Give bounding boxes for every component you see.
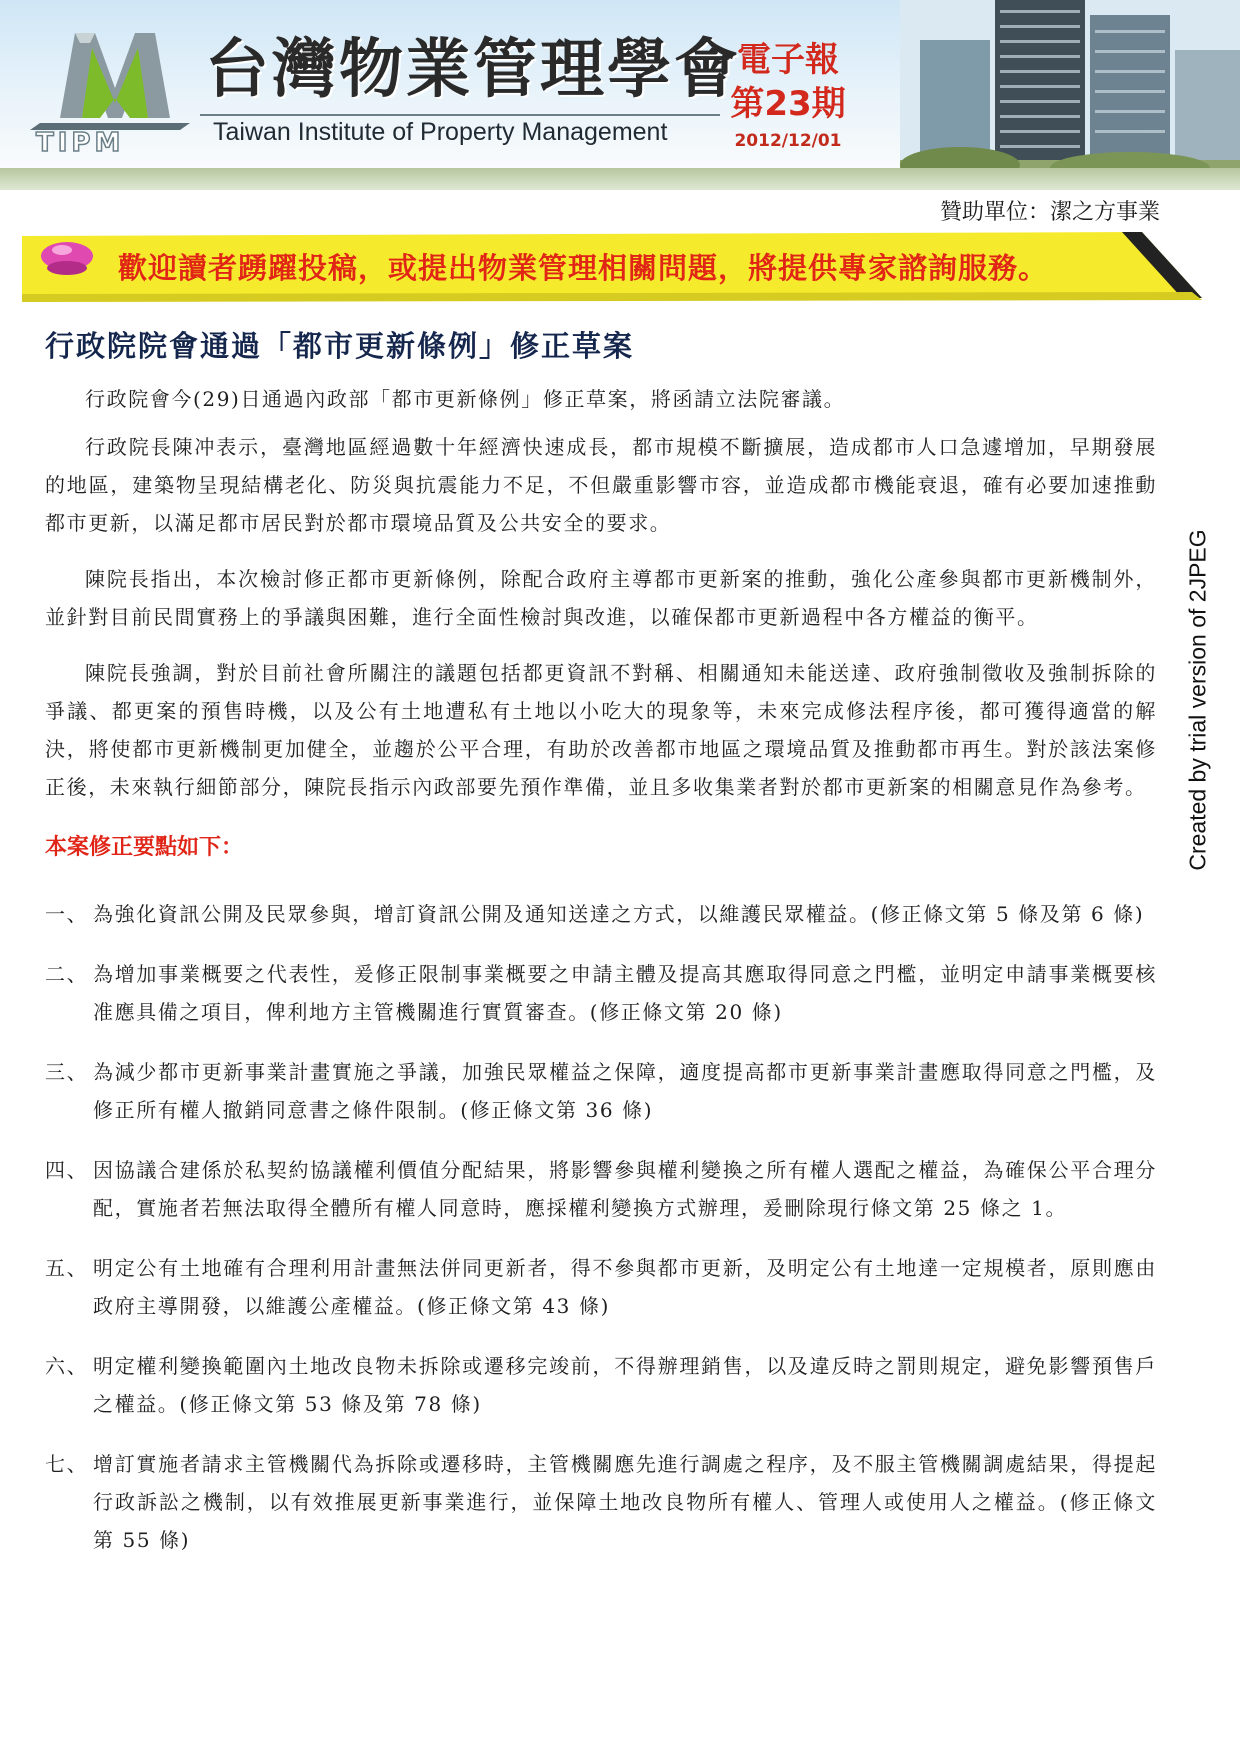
amendment-point <box>45 895 1157 933</box>
amendment-point <box>45 955 1157 1031</box>
article-headline: 行政院院會通過「都市更新條例」修正草案 <box>45 329 635 363</box>
point-text: 明定公有土地確有合理利用計畫無法併同更新者，得不參與都市更新，及明定公有土地達一定規模者，原則應由政府主導開發，以維護公產權益。(修正條文第 43 條) <box>93 1255 1157 1318</box>
ground-strip <box>0 168 1240 190</box>
point-number: 四、 <box>45 1157 89 1182</box>
issue-number: 第23期 <box>730 84 846 124</box>
issue-date: 2012/12/01 <box>734 131 842 151</box>
issue-block <box>728 38 848 156</box>
point-text: 增訂實施者請求主管機關代為拆除或遷移時，主管機關應先進行調處之程序，及不服主管機關調處結果，得提起行政訴訟之機制，以有效推展更新事業進行，並保障土地改良物所有權人、管理人或使用人之權益。(修正條文第 55 條) <box>93 1451 1157 1552</box>
announcement-text: 歡迎讀者踴躍投稿，或提出物業管理相關問題，將提供專家諮詢服務。 <box>118 251 1049 285</box>
point-number: 一、 <box>45 901 89 926</box>
point-number: 二、 <box>45 961 89 986</box>
point-number: 七、 <box>45 1451 89 1476</box>
newsletter-label: 電子報 <box>737 40 839 80</box>
amendment-point <box>45 1249 1157 1325</box>
pushpin-icon <box>41 242 93 275</box>
title-divider <box>200 114 720 116</box>
amendment-point <box>45 1347 1157 1423</box>
society-title-chinese: 台灣物業管理學會 <box>205 33 741 107</box>
article <box>45 328 1157 1581</box>
point-text: 為強化資訊公開及民眾參與，增訂資訊公開及通知送達之方式，以維護民眾權益。(修正條文第 5 條及第 6 條) <box>93 901 1145 926</box>
point-text: 明定權利變換範圍內土地改良物未拆除或遷移完竣前，不得辦理銷售，以及違反時之罰則規定，避免影響預售戶之權益。(修正條文第 53 條及第 78 條) <box>93 1353 1157 1416</box>
point-number: 三、 <box>45 1059 89 1084</box>
trial-watermark: Created by trial version of 2JPEG <box>1184 529 1211 871</box>
point-text: 因協議合建係於私契約協議權利價值分配結果，將影響參與權利變換之所有權人選配之權益，為確保公平合理分配，實施者若無法取得全體所有權人同意時，應採權利變換方式辦理，爰刪除現行條文第 25 條之 1。 <box>93 1157 1157 1220</box>
logo-letters: TIPM <box>36 128 125 158</box>
society-title-english: Taiwan Institute of Property Management <box>213 118 668 146</box>
article-paragraph: 陳院長指出，本次檢討修正都市更新條例，除配合政府主導都市更新案的推動，強化公產參與都市更新機制外，並針對目前民間實務上的爭議與困難，進行全面性檢討與改進，以確保都市更新過程中各方權益的衡平。 <box>45 566 1157 629</box>
city-buildings-illustration <box>900 0 1240 190</box>
amendment-point <box>45 1053 1157 1129</box>
amendment-point <box>45 1445 1157 1559</box>
point-number: 五、 <box>45 1255 89 1280</box>
point-number: 六、 <box>45 1353 89 1378</box>
amendment-point <box>45 1151 1157 1227</box>
sponsor-line: 贊助單位：潔之方事業 <box>939 200 1160 225</box>
point-text: 為增加事業概要之代表性，爰修正限制事業概要之申請主體及提高其應取得同意之門檻，並明定申請事業概要核准應具備之項目，俾利地方主管機關進行實質審查。(修正條文第 20 條) <box>93 961 1157 1024</box>
header-banner <box>0 0 1240 190</box>
article-paragraph: 陳院長強調，對於目前社會所關注的議題包括都更資訊不對稱、相關通知未能送達、政府強制徵收及強制拆除的爭議、都更案的預售時機，以及公有土地遭私有土地以小吃大的現象等，未來完成修法程序後，都可獲得適當的解決，將使都市更新機制更加健全，並趨於公平合理，有助於改善都市地區之環境品質及推動都市再生。對於該法案修正後，未來執行細節部分，陳院長指示內政部要先預作準備，並且多收集業者對於都市更新案的相關意見作為參考。 <box>45 660 1157 799</box>
article-paragraph: 行政院長陳冲表示，臺灣地區經過數十年經濟快速成長，都市規模不斷擴展，造成都市人口急遽增加，早期發展的地區，建築物呈現結構老化、防災與抗震能力不足，不但嚴重影響市容，並造成都市機能衰退，確有必要加速推動都市更新，以滿足都市居民對於都市環境品質及公共安全的要求。 <box>45 434 1157 535</box>
amendment-points-title: 本案修正要點如下： <box>45 833 244 860</box>
article-paragraph: 行政院會今(29)日通過內政部「都市更新條例」修正草案，將函請立法院審議。 <box>85 386 846 411</box>
point-text: 為減少都市更新事業計畫實施之爭議，加強民眾權益之保障，適度提高都市更新事業計畫應取得同意之門檻，及修正所有權人撤銷同意書之條件限制。(修正條文第 36 條) <box>93 1059 1157 1122</box>
